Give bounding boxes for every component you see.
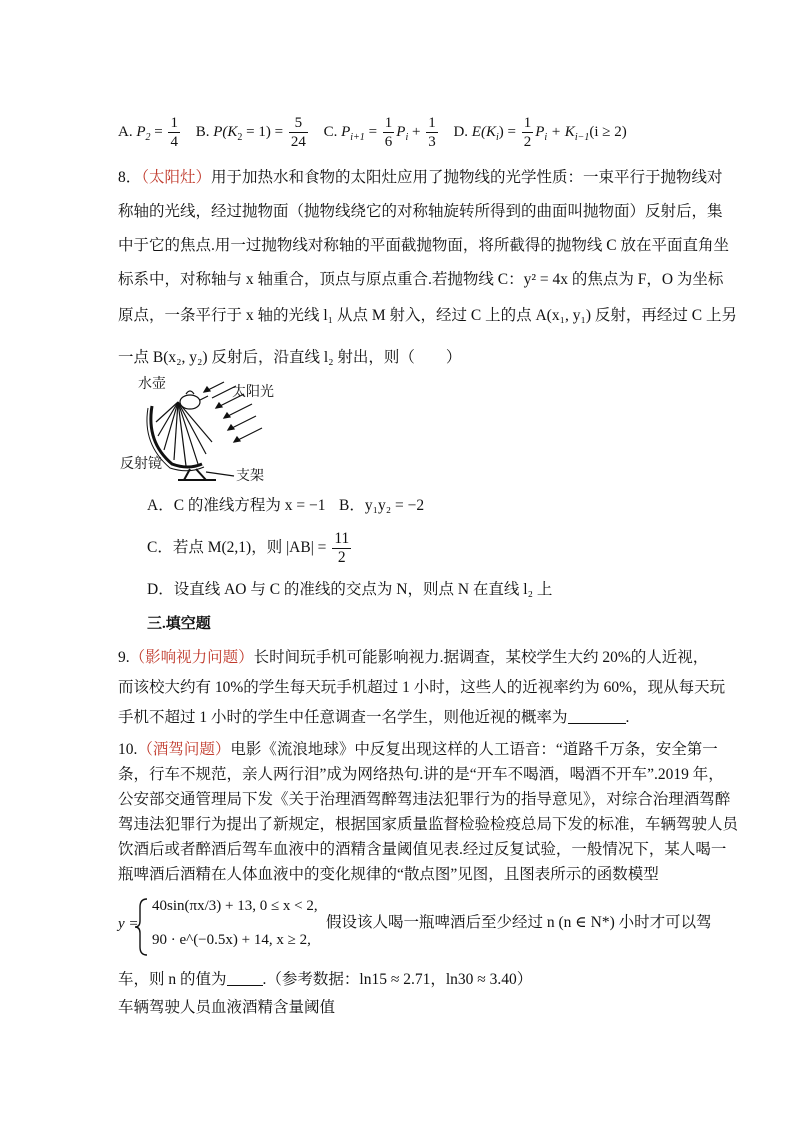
answer-blank[interactable] (227, 971, 263, 986)
label-stand: 支架 (236, 469, 264, 484)
q9-line-2: 而该校大约有 10%的学生每天玩手机超过 1 小时，这些人的近视率约为 60%，现从每天玩 (118, 679, 726, 696)
q10-line-7: 车，则 n 的值为 .（参考数据：ln15 ≈ 2.71，ln30 ≈ 3.40） (118, 971, 533, 988)
solar-cooker-figure (116, 372, 286, 484)
question-tag: （影响视力问题） (129, 649, 254, 666)
fraction: $\frac{11}{2}$ (334, 530, 350, 566)
q9-line-1: 9.（影响视力问题）长时间玩手机可能影响视力.据调查，某校学生大约 20%的人近视， (118, 649, 709, 666)
q7-option-c[interactable]: C. $P_{i+1}$ = $\frac{1}{6}$ $P_i$ + $\frac{1}{3}$ (323, 115, 436, 150)
question-number: 9. (118, 649, 130, 666)
function-y-label: y = (118, 916, 139, 932)
question-tag: （酒驾问题） (137, 741, 231, 758)
q9-line-3: 手机不超过 1 小时的学生中任意调查一名学生，则他近视的概率为 . (118, 709, 630, 726)
kettle-icon (180, 395, 200, 409)
q10-line-1: 10.（酒驾问题）电影《流浪地球》中反复出现这样的人工语音：“道路千万条，安全第一 (118, 741, 718, 758)
q10-line-2: 条，行车不规范，亲人两行泪”成为网络热句.讲的是“开车不喝酒，喝酒不开车”.2019 年， (118, 766, 724, 783)
question-tag: （太阳灶） (141, 169, 212, 186)
question-number: 10. (118, 741, 138, 758)
q8-option-c[interactable]: C．若点 M(2,1)，则 |AB| = $\frac{11}{2}$ (147, 530, 350, 566)
q10-line-6: 瓶啤酒后酒精在人体血液中的变化规律的“散点图”见图，且图表所示的函数模型 (118, 866, 659, 883)
question-number: 8． (118, 169, 142, 186)
q7-options-row (118, 114, 637, 151)
q7-option-b[interactable]: B. $P(K_2 = 1)$ = $\frac{5}{24}$ (195, 115, 306, 150)
q8-line-1: 8．（太阳灶）用于加热水和食物的太阳灶应用了抛物线的光学性质：一束平行于抛物线对 (118, 169, 723, 186)
fraction: $\frac{1}{6}$ (384, 115, 393, 150)
function-case-1: 40sin(πx/3) + 13, 0 ≤ x < 2, (152, 898, 318, 914)
q8-option-a[interactable]: A．C 的准线方程为 x = −1 (147, 497, 326, 514)
q8-line-4: 标系中，对称轴与 x 轴重合，顶点与原点重合.若抛物线 C：y² = 4x 的焦点为 F，O 为坐标 (118, 271, 724, 288)
q8-option-d[interactable]: D．设直线 AO 与 C 的准线的交点为 N，则点 N 在直线 l₂ 上 (147, 581, 553, 598)
q8-line-3: 中于它的焦点.用一过抛物线对称轴的平面截抛物面，将所截得的抛物线 C 放在平面直角坐 (118, 237, 729, 254)
q10-line-5: 饮酒后或者醉酒后驾车血液中的酒精含量阈值见表.经过反复试验，一般情况下，某人喝一 (118, 841, 727, 858)
q8-option-b[interactable]: B．y₁y₂ = −2 (339, 497, 425, 514)
label-mirror: 反射镜 (120, 457, 162, 472)
label-kettle: 水壶 (138, 377, 166, 392)
section-heading: 三.填空题 (147, 616, 211, 632)
fraction: $\frac{1}{3}$ (428, 115, 436, 150)
function-case-2: 90 · e^(−0.5x) + 14, x ≥ 2, (152, 932, 311, 948)
q7-option-d[interactable]: D. $E(K_i)$ = $\frac{1}{2}$ $P_i + K_{i-1}(i \ge 2)$ (453, 115, 627, 150)
fraction: $\frac{1}{2}$ (523, 115, 532, 150)
fraction: $\frac{1}{4}$ (170, 115, 178, 150)
q10-after-function: 假设该人喝一瓶啤酒后至少经过 n (n ∈ N*) 小时才可以驾 (326, 914, 712, 931)
label-sunlight: 太阳光 (232, 385, 274, 400)
left-brace-icon (134, 897, 150, 957)
q8-line-2: 称轴的光线，经过抛物面（抛物线绕它的对称轴旋转所得到的曲面叫抛物面）反射后，集 (118, 203, 723, 220)
q8-line-6: 一点 B(x₂, y₂) 反射后，沿直线 l₂ 射出，则（ ） (118, 349, 462, 366)
q7-option-a[interactable]: A. $P_2$ = $\frac{1}{4}$ (118, 115, 178, 150)
table-caption: 车辆驾驶人员血液酒精含量阈值 (118, 999, 336, 1016)
q10-line-3: 公安部交通管理局下发《关于治理酒驾醉驾违法犯罪行为的指导意见》，对综合治理酒驾醉 (118, 791, 731, 808)
answer-blank[interactable] (568, 709, 626, 724)
q8-line-5: 原点，一条平行于 x 轴的光线 l₁ 从点 M 射入，经过 C 上的点 A(x₁, y₁) 反射，再经过 C 上另 (118, 307, 737, 324)
q10-line-4: 驾违法犯罪行为提出了新规定，根据国家质量监督检验检疫总局下发的标准，车辆驾驶人员 (118, 816, 739, 833)
fraction: $\frac{5}{24}$ (290, 115, 306, 150)
